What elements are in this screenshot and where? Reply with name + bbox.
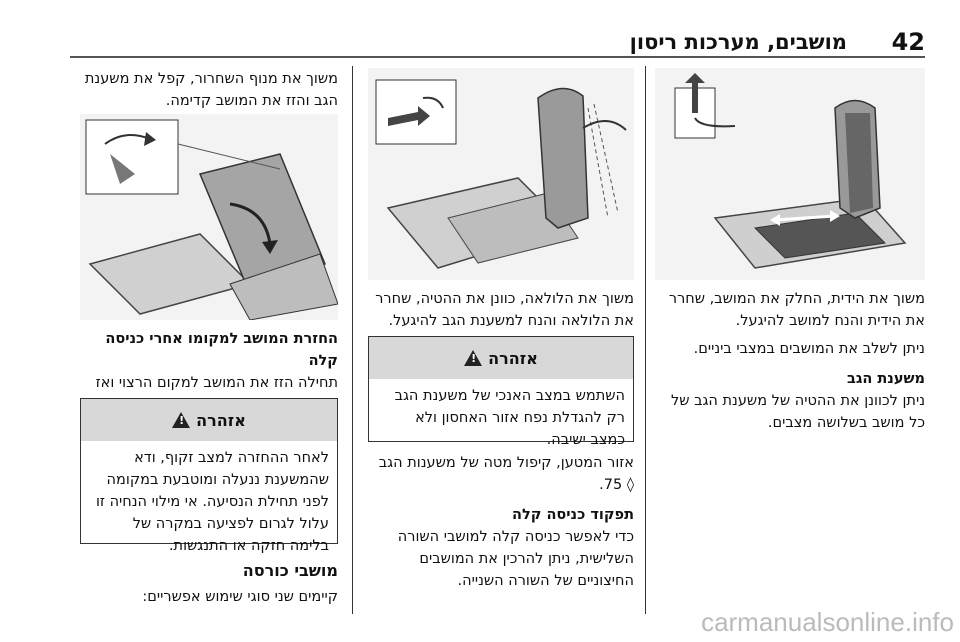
page-number: 42 [891, 28, 925, 56]
right-column-text [655, 288, 925, 434]
paragraph: ניתן לכוונן את ההטיה של משענת הגב של כל מושב בשלושה מצבים. [670, 393, 925, 431]
column-divider [352, 66, 353, 614]
warning-title: אזהרה [196, 410, 246, 430]
paragraph: משוך את הלולאה, כוונן את ההטיה, שחרר את הלולאה והנח למשענת הגב להיגעל. [375, 291, 634, 329]
watermark: carmanualsonline.info [701, 607, 954, 637]
easy-entry-illustration [80, 114, 338, 320]
subheading: החזרת המושב למקומו אחרי כניסה קלה [105, 331, 338, 369]
left-column-text-top [80, 68, 338, 112]
paragraph: קיימים שני סוגי שימוש אפשריים: [142, 589, 338, 605]
paragraph: ניתן לשלב את המושבים במצבי ביניים. [693, 341, 925, 357]
warning-text: השתמש במצב האנכי של משענת הגב רק להגדלת נפח אזור האחסון ולא כמצב ישיבה. [394, 388, 625, 448]
warning-triangle-icon [464, 350, 482, 366]
warning-title: אזהרה [488, 348, 538, 368]
left-column-text-bottom [80, 560, 338, 608]
cross-reference: אזור המטען, קיפול מטה של משענות הגב ◊ 75. [378, 455, 634, 493]
paragraph: כדי לאפשר כניסה קלה למושבי השורה השלישית, ניתן להרכין את המושבים החיצוניים של השורה השנייה. [397, 529, 634, 589]
section-title: מושבים, מערכות ריסון [629, 30, 847, 54]
warning-header [81, 399, 337, 441]
subheading: מושבי כורסה [242, 561, 338, 580]
subheading: משענת הגב [847, 371, 925, 387]
paragraph: משוך את מנוף השחרור, קפל את משענת הגב והזז את המושב קדימה. [84, 71, 338, 109]
warning-text: לאחר ההחזרה למצב זקוף, ודא שהמשענת ננעלה ומוטבעת במקומה לפני תחילת הנסיעה. אי מילוי הנחיה זו עלול לגרום לפציעה במקרה של בלימה חזקה או התנגשות. [95, 450, 329, 554]
warning-box [368, 336, 634, 448]
warning-triangle-icon [172, 412, 190, 428]
warning-header [369, 337, 633, 379]
middle-column-text-bottom [368, 452, 634, 592]
page-header [70, 28, 925, 58]
middle-column-text-top [368, 288, 634, 332]
paragraph: משוך את הידית, החלק את המושב, שחרר את הידית והנח למושב להיגעל. [668, 291, 925, 329]
subheading: תפקוד כניסה קלה [512, 507, 634, 523]
backrest-tilt-illustration [368, 68, 634, 280]
warning-box [80, 398, 338, 554]
column-divider [645, 66, 646, 614]
paragraph: תחילה הזז את המושב למקום הרצוי ואז [95, 375, 338, 391]
seat-slide-illustration [655, 68, 925, 280]
